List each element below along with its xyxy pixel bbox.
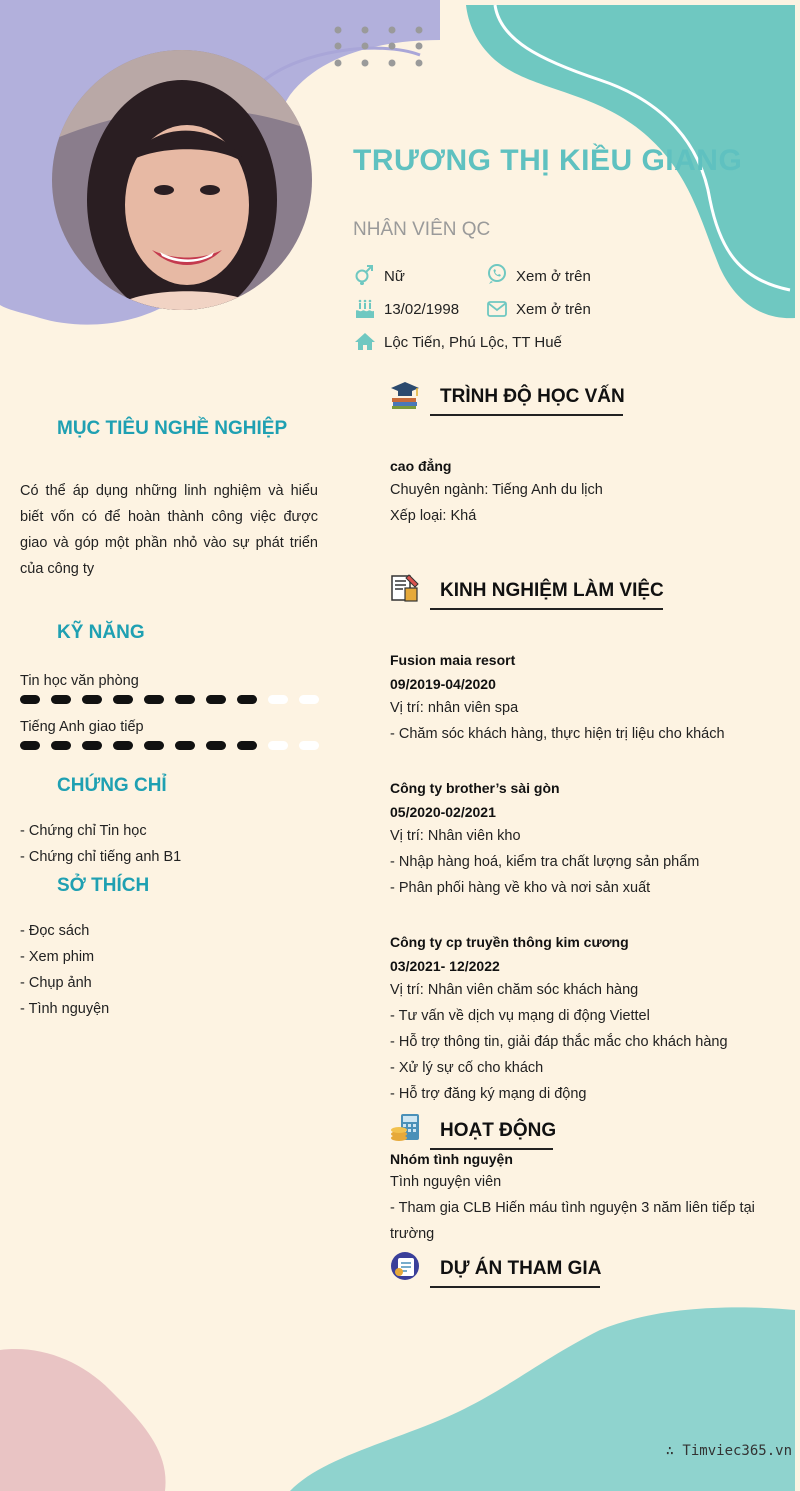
projects-underline [430, 1286, 600, 1288]
job-company: Công ty brother’s sài gòn [390, 780, 560, 796]
job-line: - Phân phối hàng về kho và nơi sản xuất [390, 880, 651, 896]
phone-icon [486, 263, 508, 285]
gender-icon [354, 264, 376, 286]
education-major: Chuyên ngành: Tiếng Anh du lịch [390, 482, 603, 498]
experience-underline [430, 608, 663, 610]
job-period: 05/2020-02/2021 [390, 804, 496, 820]
skill-level-bar [20, 741, 320, 751]
gender-value: Nữ [384, 268, 405, 285]
job-line: - Chăm sóc khách hàng, thực hiện trị liệu cho khách [390, 726, 725, 742]
skill-name: Tin học văn phòng [20, 673, 139, 689]
job-line: - Hỗ trợ thông tin, giải đáp thắc mắc cho khách hàng [390, 1034, 728, 1050]
job-line: Vị trí: Nhân viên kho [390, 828, 521, 844]
skill-dash-filled [175, 741, 195, 750]
job-period: 03/2021- 12/2022 [390, 958, 500, 974]
activities-title: HOẠT ĐỘNG [440, 1120, 557, 1141]
watermark: ∴ Timviec365.vn [665, 1443, 792, 1459]
candidate-name: TRƯƠNG THỊ KIỀU GIANG [353, 144, 743, 177]
birthday-cake-icon [354, 298, 376, 320]
experience-icon [389, 572, 421, 604]
job-line: - Tư vấn về dịch vụ mạng di động Viettel [390, 1008, 650, 1024]
job-company: Công ty cp truyền thông kim cương [390, 934, 629, 950]
skill-dash-empty [299, 695, 319, 704]
education-underline [430, 414, 623, 416]
phone-value: Xem ở trên [516, 268, 591, 285]
skill-dash-filled [206, 695, 226, 704]
activity-line: - Tham gia CLB Hiến máu tình nguyện 3 năm liên tiếp tại [390, 1200, 755, 1216]
skill-dash-filled [20, 741, 40, 750]
projects-title: DỰ ÁN THAM GIA [440, 1258, 602, 1279]
skill-dash-filled [113, 741, 133, 750]
activity-role: Tình nguyện viên [390, 1174, 502, 1190]
hobby-item: - Chụp ảnh [20, 975, 92, 991]
education-title: TRÌNH ĐỘ HỌC VẤN [440, 386, 625, 407]
certificate-item: - Chứng chỉ Tin học [20, 823, 147, 839]
skill-dash-filled [82, 695, 102, 704]
email-icon [486, 298, 508, 320]
skill-dash-filled [237, 695, 257, 704]
skill-dash-filled [206, 741, 226, 750]
hobby-item: - Tình nguyện [20, 1001, 110, 1017]
skill-dash-filled [82, 741, 102, 750]
objective-title: MỤC TIÊU NGHỀ NGHIỆP [57, 418, 288, 439]
projects-icon [389, 1250, 421, 1282]
job-period: 09/2019-04/2020 [390, 676, 496, 692]
skill-dash-filled [20, 695, 40, 704]
activities-underline [430, 1148, 553, 1150]
birthdate-value: 13/02/1998 [384, 301, 460, 318]
skill-level-bar [20, 695, 320, 705]
hobby-item: - Xem phim [20, 949, 95, 965]
activity-line: trường [390, 1226, 435, 1242]
job-line: Vị trí: nhân viên spa [390, 700, 519, 716]
education-school: cao đẳng [390, 458, 452, 474]
skill-dash-filled [175, 695, 195, 704]
avatar [52, 50, 312, 310]
skill-dash-filled [144, 741, 164, 750]
home-icon [354, 331, 376, 353]
skill-dash-filled [237, 741, 257, 750]
skills-title: KỸ NĂNG [57, 622, 145, 643]
skill-dash-empty [268, 741, 288, 750]
job-line: Vị trí: Nhân viên chăm sóc khách hàng [390, 982, 639, 998]
objective-text: Có thể áp dụng những linh nghiệm và hiểu biết vốn có để hoàn thành công việc được giao và góp một phần nhỏ vào sự phát triển của công ty [20, 483, 318, 577]
skill-dash-filled [51, 741, 71, 750]
experience-title: KINH NGHIỆM LÀM VIỆC [440, 580, 664, 601]
job-company: Fusion maia resort [390, 652, 516, 668]
skill-dash-empty [299, 741, 319, 750]
hobbies-title: SỞ THÍCH [57, 875, 150, 896]
skill-dash-empty [268, 695, 288, 704]
certificates-title: CHỨNG CHỈ [57, 775, 167, 796]
education-grade: Xếp loại: Khá [390, 508, 477, 524]
job-line: - Hỗ trợ đăng ký mạng di động [390, 1086, 587, 1102]
skill-name: Tiếng Anh giao tiếp [20, 719, 144, 735]
certificate-item: - Chứng chỉ tiếng anh B1 [20, 849, 182, 865]
job-line: - Xử lý sự cố cho khách [390, 1060, 544, 1076]
skill-dash-filled [144, 695, 164, 704]
skill-dash-filled [51, 695, 71, 704]
job-line: - Nhập hàng hoá, kiểm tra chất lượng sản phẩm [390, 854, 700, 870]
activity-group: Nhóm tình nguyện [390, 1151, 513, 1167]
address-value: Lộc Tiến, Phú Lộc, TT Huế [384, 334, 562, 351]
education-icon [389, 378, 421, 410]
email-value: Xem ở trên [516, 301, 591, 318]
hobby-item: - Đọc sách [20, 923, 90, 939]
candidate-position: NHÂN VIÊN QC [353, 219, 491, 240]
skill-dash-filled [113, 695, 133, 704]
activities-icon [389, 1112, 421, 1144]
